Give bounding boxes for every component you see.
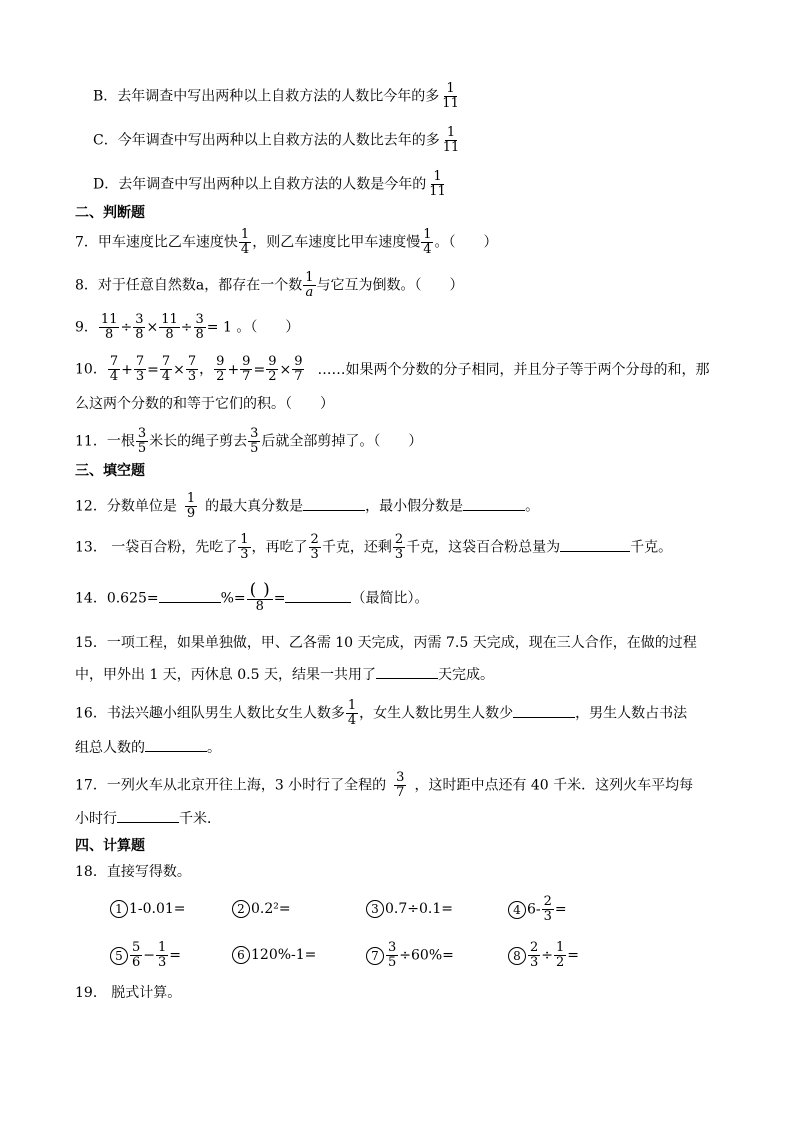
- fraction: $\frac{7}{4}$: [161, 354, 171, 384]
- fraction: $\frac{1}{11}$: [442, 125, 460, 155]
- equation-1: [107, 354, 199, 384]
- fraction: $\frac{2}{3}$: [530, 940, 539, 970]
- calc-item-3: 3 0.7÷0.1=: [366, 899, 453, 919]
- fraction: $\frac{1}{a}$: [305, 270, 314, 300]
- operator: =: [253, 361, 266, 378]
- fraction: $\frac{3}{8}$: [195, 312, 204, 342]
- fraction: $\frac{9}{2}$: [216, 354, 225, 384]
- fraction: $\frac{7}{4}$: [109, 354, 119, 384]
- fraction: $\frac{2}{3}$: [543, 894, 552, 924]
- fraction: $\frac{5}{6}$: [132, 940, 141, 970]
- question-16-line2: 组总人数的 。: [75, 737, 221, 758]
- question-17-line2: 小时行 千米．: [75, 808, 221, 829]
- operator: ×: [173, 361, 185, 378]
- answer-blank[interactable]: [159, 588, 221, 603]
- answer-blank[interactable]: [117, 808, 179, 823]
- question-7: 7．甲车速度比乙车速度快 $\frac{1}{4}$ ，则乙车速度比甲车速度慢 $\frac{1}{4}$ 。（ ）: [75, 227, 498, 257]
- fraction: $\frac{1}{11}$: [429, 169, 446, 199]
- fraction: $\frac{3}{8}$: [135, 312, 144, 342]
- fraction: $\frac{9}{2}$: [268, 354, 277, 384]
- fraction: $\frac{3}{5}$: [250, 426, 259, 456]
- question-9: 9． $\frac{11}{8}$ ÷ $\frac{3}{8}$ × $\frac{11}{8}$ ÷ $\frac{3}{8}$ = 1 。（ ）: [75, 312, 300, 342]
- question-12: 12．分数单位是 $\frac{1}{9}$ 的最大真分数是 ，最小假分数是 。: [75, 491, 540, 521]
- question-10: 10． $\frac{7}{4}$ + $\frac{7}{3}$ = $\frac{7}{4}$ × $\frac{7}{3}$ ， $\frac{9}{2}$ + $\frac{9}{7}$ = $\frac{9}{2}$ × $\frac{9}{7}$ ……如果两个分数的分子相同，并且分子等于两个分母的和，那: [75, 354, 710, 384]
- calc-item-5: 5 $\frac{5}{6}$ − $\frac{1}{3}$ =: [110, 941, 181, 970]
- question-8: 8．对于任意自然数a，都存在一个数 $\frac{1}{a}$ 与它互为倒数。（ ）: [75, 270, 464, 300]
- fraction: $\frac{9}{7}$: [294, 354, 303, 384]
- fraction: $\frac{1}{3}$: [158, 940, 167, 970]
- answer-blank[interactable]: [376, 664, 438, 679]
- fraction: $\frac{1}{9}$: [186, 491, 196, 521]
- question-19-title: 19． 脱式计算。: [75, 985, 182, 1001]
- section-calc-title: 四、计算题: [75, 838, 145, 854]
- calc-item-4: 4 6- $\frac{2}{3}$ =: [508, 895, 567, 924]
- section-judge-title: 二、判断题: [75, 205, 145, 221]
- question-14: 14．0.625= %= $\frac{( )}{8}$ = （最简比）。: [75, 580, 429, 614]
- operator: +: [121, 361, 133, 378]
- question-15-line2: 中，甲外出 1 天，丙休息 0.5 天，结果一共用了 天完成。: [75, 664, 494, 685]
- fraction: $\frac{11}{8}$: [161, 312, 178, 342]
- fraction: $\frac{2}{3}$: [310, 532, 319, 562]
- answer-blank[interactable]: [145, 737, 207, 752]
- option-c: [93, 126, 462, 155]
- question-13: 13． 一袋百合粉，先吃了 $\frac{1}{3}$ ，再吃了 $\frac{2}{3}$ 千克，还剩 $\frac{2}{3}$ 千克，这袋百合粉总量为 千克。: [75, 532, 673, 562]
- question-18-title: 18．直接写得数。: [75, 864, 191, 880]
- operator: =: [147, 361, 159, 378]
- calc-item-8: 8 $\frac{2}{3}$ ÷ $\frac{1}{2}$ =: [508, 941, 579, 970]
- question-16: 16．书法兴趣小组队男生人数比女生人数多 $\frac{1}{4}$ ，女生人数比男生人数少 ，男生人数占书法: [75, 698, 688, 728]
- question-10-line2: 么这两个分数的和等于它们的积。（ ）: [75, 396, 334, 412]
- fraction: $\frac{1}{2}$: [556, 940, 565, 970]
- fraction: $\frac{7}{3}$: [135, 354, 145, 384]
- fraction: $\frac{( )}{8}$: [247, 583, 273, 614]
- calc-item-6: 6 120%-1=: [232, 945, 316, 965]
- section-fill-title: 三、填空题: [75, 463, 145, 479]
- calc-item-2: 2 0.2²=: [232, 899, 291, 919]
- fraction: $\frac{1}{4}$: [240, 227, 250, 257]
- fraction: $\frac{9}{7}$: [242, 354, 251, 384]
- paren-blank[interactable]: ( ): [247, 583, 273, 600]
- answer-blank[interactable]: [303, 496, 365, 511]
- equation-2: [213, 354, 305, 384]
- answer-blank[interactable]: [463, 496, 525, 511]
- fraction: $\frac{3}{5}$: [388, 940, 397, 970]
- fraction: $\frac{3}{5}$: [137, 426, 147, 456]
- answer-blank[interactable]: [560, 537, 630, 552]
- fraction: $\frac{2}{3}$: [394, 532, 404, 562]
- answer-blank[interactable]: [285, 588, 351, 603]
- answer-blank[interactable]: [513, 703, 575, 718]
- option-b-text: B．去年调查中写出两种以上自救方法的人数比今年的多: [93, 88, 440, 105]
- fraction: $\frac{3}{7}$: [396, 770, 405, 800]
- option-c-text: C．今年调查中写出两种以上自救方法的人数比去年的多: [93, 132, 440, 149]
- question-11: 11．一根 $\frac{3}{5}$ 米长的绳子剪去 $\frac{3}{5}$ 后就全部剪掉了。（ ）: [75, 426, 423, 456]
- option-b: [93, 82, 462, 111]
- operator: +: [227, 361, 240, 378]
- option-d-text: D．去年调查中写出两种以上自救方法的人数是今年的: [93, 176, 427, 193]
- fraction: $\frac{1}{11}$: [442, 81, 459, 111]
- operator: ×: [279, 361, 292, 378]
- calc-item-1: 1 1-0.01=: [110, 899, 186, 919]
- fraction: $\frac{1}{4}$: [423, 227, 432, 257]
- option-d: [93, 170, 449, 199]
- question-17: 17．一列火车从北京开往上海，3 小时行了全程的 $\frac{3}{7}$ ，这时距中点还有 40 千米．这列火车平均每: [75, 770, 694, 800]
- fraction: $\frac{7}{3}$: [187, 354, 197, 384]
- fraction: $\frac{1}{4}$: [347, 698, 357, 728]
- fraction: $\frac{11}{8}$: [100, 312, 118, 342]
- calc-item-7: 7 $\frac{3}{5}$ ÷60%=: [366, 941, 454, 970]
- question-15: 15．一项工程，如果单独做，甲、乙各需 10 天完成，丙需 7.5 天完成，现在三人合作，在做的过程: [75, 635, 697, 651]
- fraction: $\frac{1}{3}$: [240, 532, 249, 562]
